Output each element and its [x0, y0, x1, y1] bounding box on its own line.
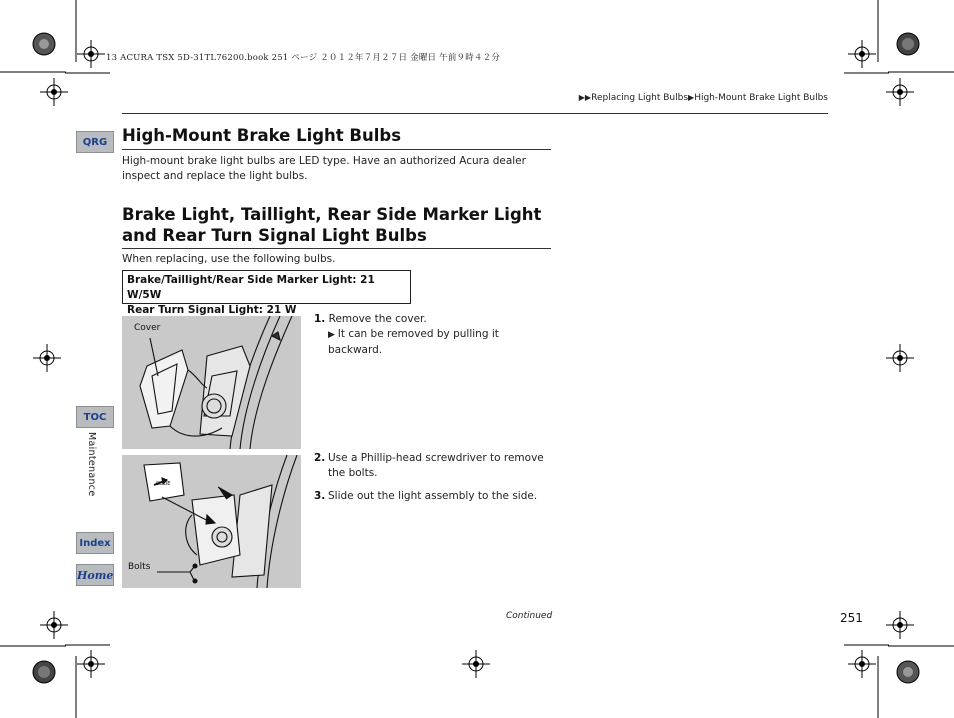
bulb-spec-brake: Brake/Taillight/Rear Side Marker Light: 21 W/5W	[127, 274, 375, 301]
breadcrumb-current: High-Mount Brake Light Bulbs	[694, 93, 828, 103]
step-arrow-icon: ▶	[328, 330, 338, 340]
step-2-number: 2.	[314, 452, 326, 464]
print-header: 13 ACURA TSX 5D-31TL76200.book 251 ページ ２０１２年７月２７日 金曜日 午前９時４２分	[106, 53, 501, 63]
step-1-text: Remove the cover.	[328, 313, 427, 325]
header-rule	[122, 113, 828, 114]
section1-title: High-Mount Brake Light Bulbs	[122, 126, 402, 145]
section2-rule	[122, 248, 551, 249]
breadcrumb-arrow-icon: ▶▶	[578, 93, 592, 102]
figure-remove-bolts	[122, 455, 301, 588]
section-tab-label: Maintenance	[86, 432, 97, 497]
home-button[interactable]: Home	[76, 564, 114, 586]
figure2-label-bolts: Bolts	[128, 562, 151, 572]
tail-light-cover-illustration	[122, 316, 301, 449]
step-3-number: 3.	[314, 490, 326, 502]
qrg-button[interactable]: QRG	[76, 131, 114, 153]
bulb-spec-box	[122, 270, 411, 316]
page-number: 251	[840, 611, 863, 625]
section1-rule	[122, 149, 551, 150]
step-2-text: Use a Phillip-head screwdriver to remove the bolts.	[328, 452, 544, 479]
section2-intro: When replacing, use the following bulbs.	[122, 253, 336, 265]
breadcrumb-link-replacing[interactable]: Replacing Light Bulbs	[591, 93, 689, 103]
breadcrumb-arrow-icon: ▶	[688, 93, 695, 102]
step-3	[314, 489, 554, 504]
continued-label: Continued	[506, 611, 553, 621]
figure-remove-cover	[122, 316, 301, 449]
toc-button[interactable]: TOC	[76, 406, 114, 428]
step-1-number: 1.	[314, 313, 326, 325]
section-tab	[84, 432, 106, 512]
step-3-text: Slide out the light assembly to the side.	[328, 490, 538, 502]
step-1-subtext: It can be removed by pulling it backward.	[328, 328, 499, 356]
index-button[interactable]: Index	[76, 532, 114, 554]
figure1-label-cover: Cover	[134, 323, 161, 333]
figure2-inset-text: SLIDE	[156, 481, 171, 487]
section1-text: High-mount brake light bulbs are LED type. Have an authorized Acura dealer inspect and replace the light bulbs.	[122, 155, 526, 182]
step-2	[314, 451, 554, 481]
bulb-spec-turn: Rear Turn Signal Light: 21 W	[127, 304, 297, 316]
section2-title: Brake Light, Taillight, Rear Side Marker Light and Rear Turn Signal Light Bulbs	[122, 205, 542, 245]
step-1	[314, 312, 554, 358]
breadcrumb	[579, 93, 828, 103]
